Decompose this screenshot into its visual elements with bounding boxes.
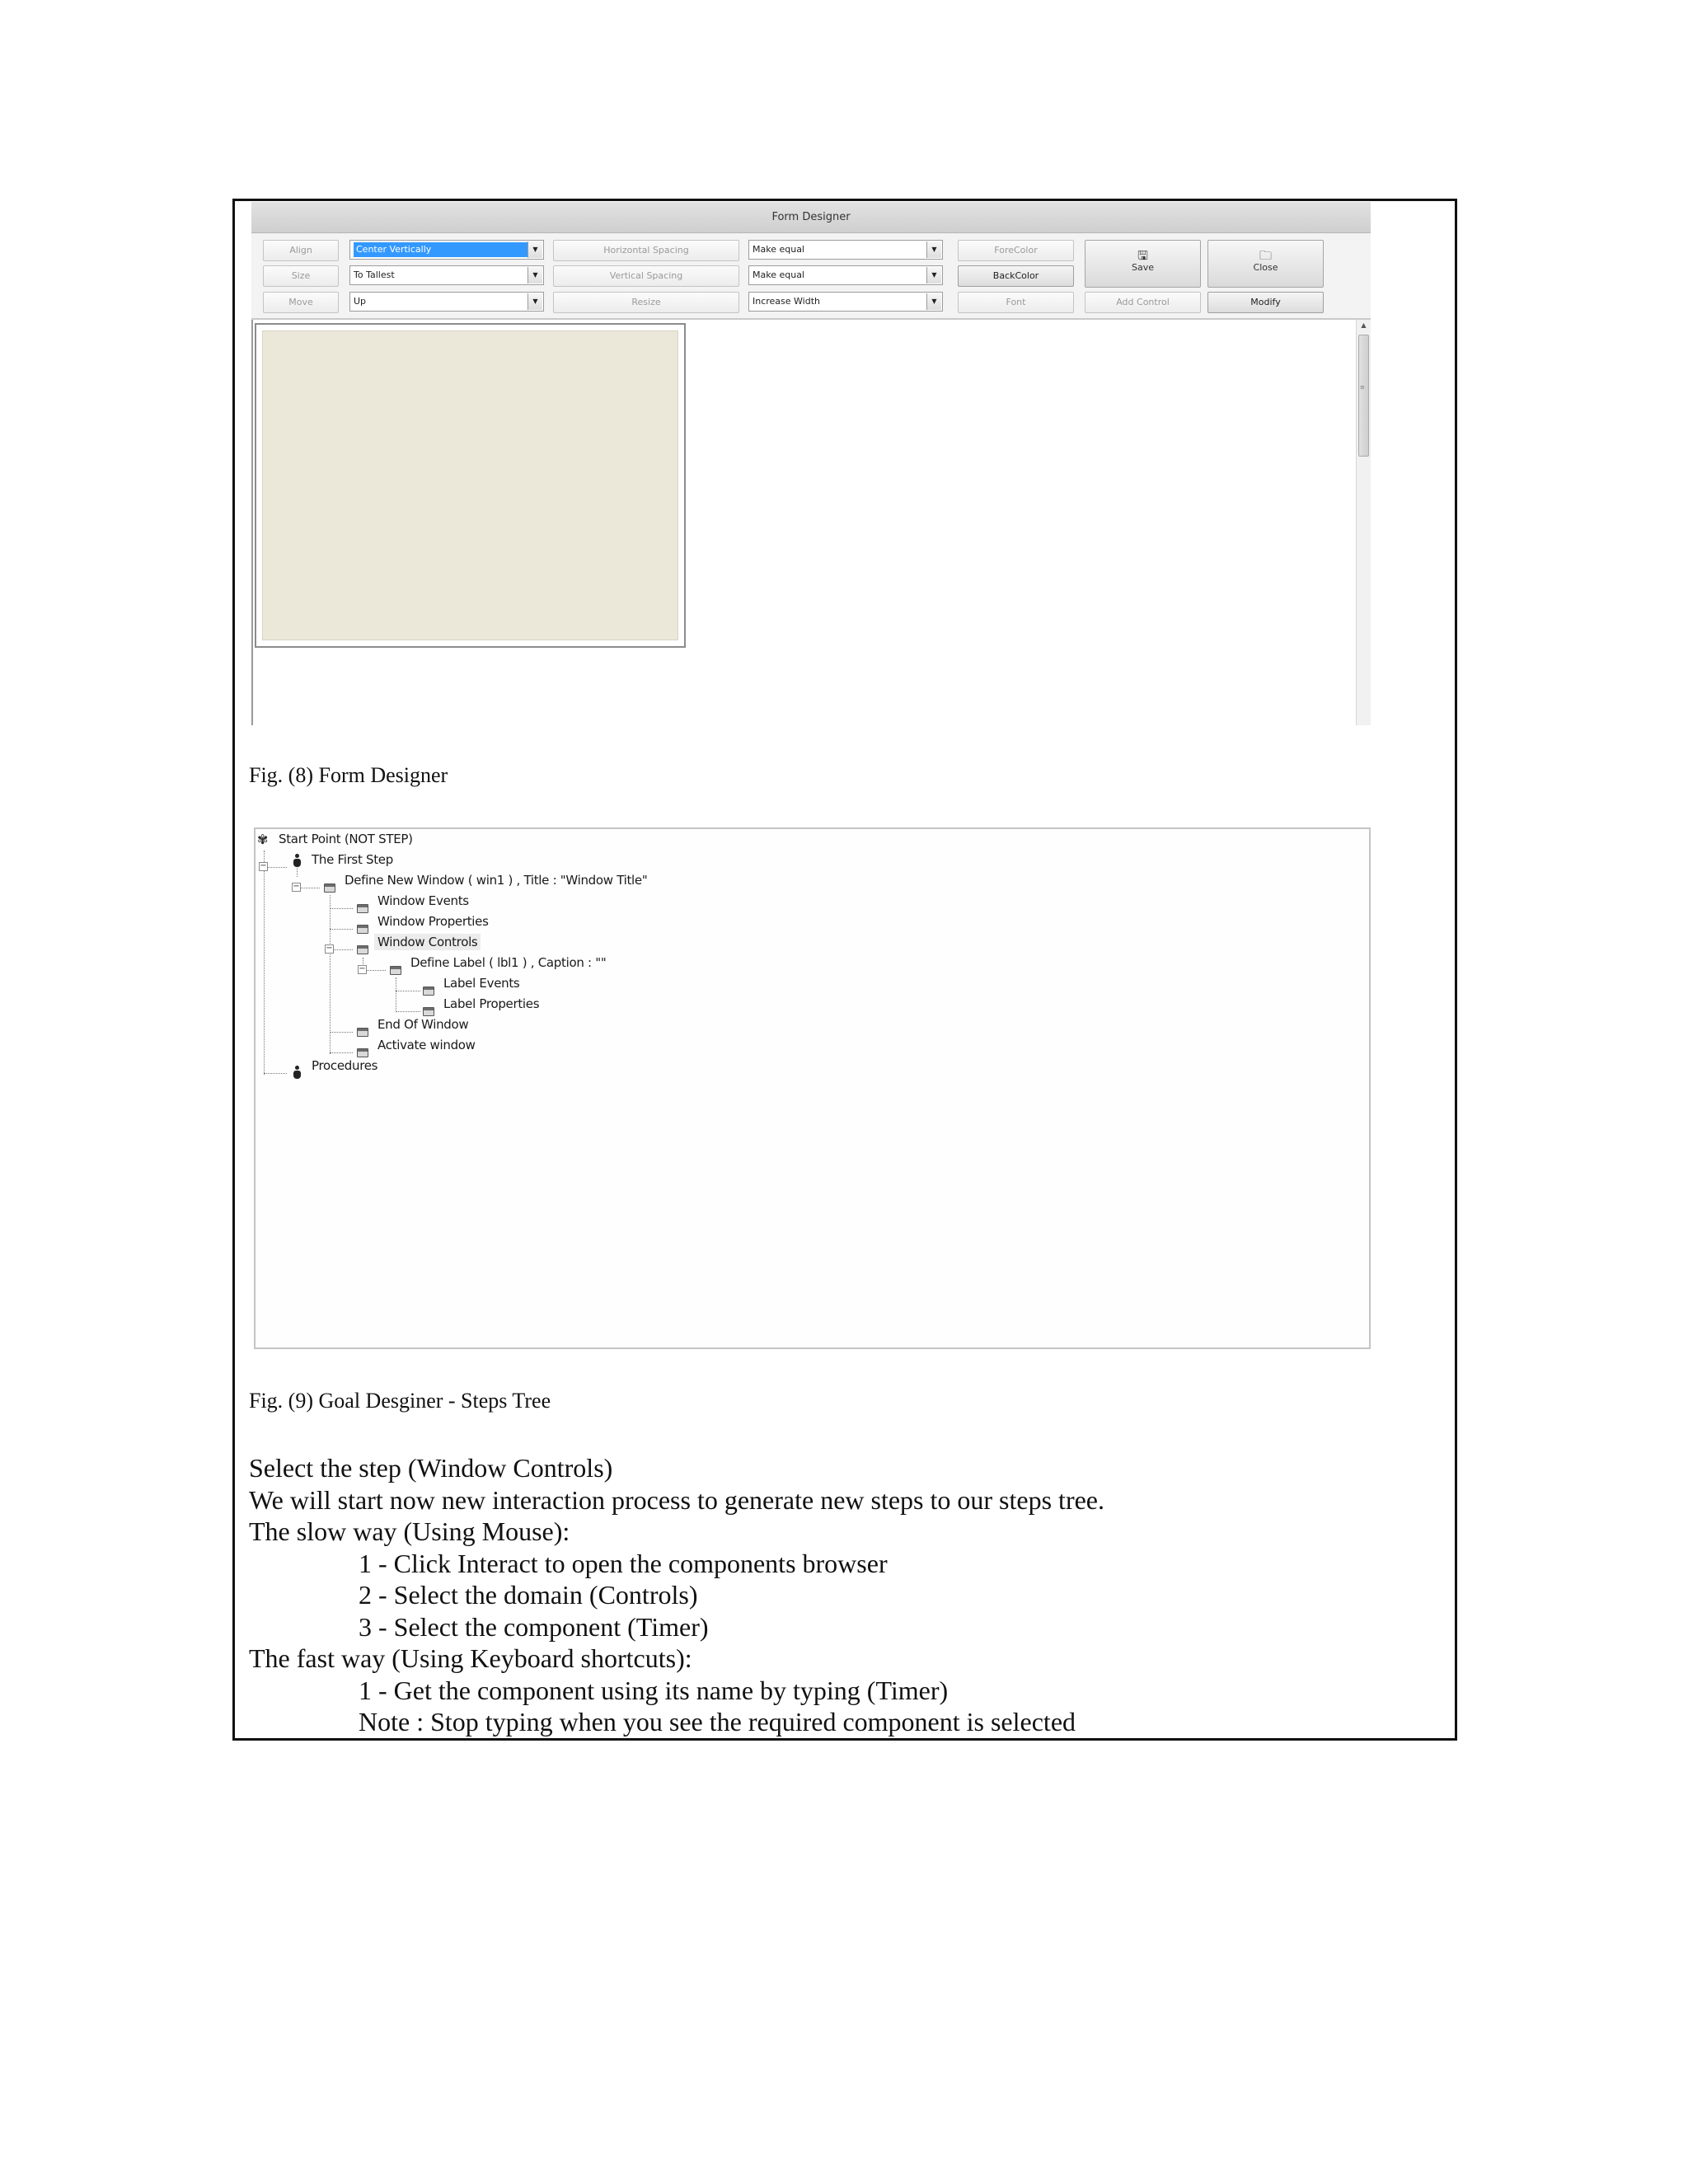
align-select[interactable] bbox=[349, 240, 544, 260]
chevron-down-icon: ▼ bbox=[528, 267, 542, 284]
size-select[interactable] bbox=[349, 265, 544, 285]
instruction-line: 1 - Click Interact to open the components browser bbox=[359, 1548, 888, 1578]
chevron-down-icon: ▼ bbox=[926, 267, 941, 284]
window-icon bbox=[357, 1048, 368, 1057]
save-button[interactable] bbox=[1085, 240, 1201, 288]
tree-node-start-point[interactable]: Start Point (NOT STEP) bbox=[279, 832, 413, 846]
folder-icon: 🗀 bbox=[1259, 248, 1272, 263]
instruction-line: 2 - Select the domain (Controls) bbox=[359, 1580, 698, 1610]
move-select[interactable] bbox=[349, 292, 544, 312]
tree-node-procedures[interactable]: Procedures bbox=[312, 1058, 378, 1073]
tree-node-end-of-window[interactable]: End Of Window bbox=[377, 1017, 469, 1032]
modify-button[interactable]: Modify bbox=[1207, 292, 1324, 313]
collapse-toggle[interactable]: − bbox=[260, 861, 267, 870]
window-icon bbox=[324, 883, 335, 893]
grip-icon: ≡ bbox=[1360, 384, 1365, 391]
window-icon bbox=[357, 904, 368, 913]
close-label: Close bbox=[1253, 262, 1278, 273]
tree-node-window-controls[interactable]: Window Controls bbox=[374, 934, 481, 950]
instructions bbox=[249, 1452, 1436, 1738]
tree-connector bbox=[330, 908, 353, 909]
form-designer-toolbar bbox=[251, 233, 1371, 320]
resize-select-value: Increase Width bbox=[753, 296, 821, 307]
window-icon bbox=[357, 925, 368, 934]
backcolor-button[interactable]: BackColor bbox=[958, 265, 1074, 287]
floppy-disk-icon: 🖫 bbox=[1137, 248, 1148, 263]
collapse-toggle[interactable]: − bbox=[359, 964, 366, 973]
designed-form[interactable] bbox=[255, 323, 686, 648]
size-select-value: To Tallest bbox=[354, 269, 395, 280]
figure-9-caption: Fig. (9) Goal Desginer - Steps Tree bbox=[249, 1389, 551, 1413]
window-icon bbox=[390, 966, 401, 975]
collapse-toggle[interactable]: − bbox=[326, 944, 333, 953]
scroll-up-icon[interactable]: ▲ bbox=[1361, 321, 1367, 329]
vertical-scrollbar[interactable] bbox=[1356, 320, 1371, 725]
vertical-spacing-button[interactable]: Vertical Spacing bbox=[553, 265, 739, 287]
steps-tree bbox=[254, 827, 1371, 1349]
instruction-line: Select the step (Window Controls) bbox=[249, 1453, 613, 1483]
tree-connector bbox=[264, 1073, 287, 1074]
figure-8-caption: Fig. (8) Form Designer bbox=[249, 763, 448, 787]
instruction-line: 1 - Get the component using its name by typing (Timer) bbox=[359, 1675, 949, 1705]
tree-node-label-events[interactable]: Label Events bbox=[443, 976, 520, 991]
step-icon bbox=[293, 1066, 301, 1079]
tree-node-activate-window[interactable]: Activate window bbox=[377, 1038, 476, 1052]
instruction-line: 3 - Select the component (Timer) bbox=[359, 1611, 709, 1642]
tree-connector bbox=[396, 1011, 420, 1012]
form-designer-title: Form Designer bbox=[251, 202, 1371, 233]
window-icon bbox=[423, 987, 434, 996]
step-icon bbox=[293, 854, 301, 867]
move-button[interactable]: Move bbox=[263, 292, 339, 313]
horizontal-spacing-button[interactable]: Horizontal Spacing bbox=[553, 240, 739, 261]
start-point-icon: ✾ bbox=[257, 832, 269, 847]
instruction-line: The slow way (Using Mouse): bbox=[249, 1516, 570, 1546]
window-icon bbox=[423, 1007, 434, 1016]
tree-node-label-properties[interactable]: Label Properties bbox=[443, 996, 540, 1011]
size-button[interactable]: Size bbox=[263, 265, 339, 287]
window-icon bbox=[357, 945, 368, 954]
chevron-down-icon: ▼ bbox=[926, 241, 941, 258]
vertical-spacing-select[interactable] bbox=[748, 265, 943, 285]
forecolor-button[interactable]: ForeColor bbox=[958, 240, 1074, 261]
tree-node-window-properties[interactable]: Window Properties bbox=[377, 914, 489, 929]
instruction-line: Note : Stop typing when you see the required component is selected bbox=[359, 1707, 1076, 1736]
horizontal-spacing-select[interactable] bbox=[748, 240, 943, 260]
tree-connector bbox=[330, 895, 331, 1054]
vertical-spacing-value: Make equal bbox=[753, 269, 804, 280]
align-button[interactable]: Align bbox=[263, 240, 339, 261]
designed-form-client-area[interactable] bbox=[262, 330, 678, 640]
save-label: Save bbox=[1131, 262, 1154, 273]
font-button[interactable]: Font bbox=[958, 292, 1074, 313]
tree-connector bbox=[330, 929, 353, 930]
move-select-value: Up bbox=[354, 296, 367, 307]
collapse-toggle[interactable]: − bbox=[293, 882, 300, 891]
resize-select[interactable] bbox=[748, 292, 943, 312]
instruction-line: The fast way (Using Keyboard shortcuts): bbox=[249, 1643, 692, 1673]
tree-node-window-events[interactable]: Window Events bbox=[377, 893, 469, 908]
tree-node-define-label[interactable]: Define Label ( lbl1 ) , Caption : "" bbox=[410, 955, 607, 970]
scrollbar-thumb[interactable] bbox=[1358, 335, 1369, 457]
close-button[interactable] bbox=[1207, 240, 1324, 288]
tree-connector bbox=[330, 1032, 353, 1033]
tree-connector bbox=[264, 851, 265, 1075]
instruction-line: We will start now new interaction process to generate new steps to our steps tree. bbox=[249, 1484, 1104, 1515]
resize-button[interactable]: Resize bbox=[553, 292, 739, 313]
chevron-down-icon: ▼ bbox=[528, 241, 542, 258]
design-canvas[interactable] bbox=[251, 320, 1371, 725]
tree-node-first-step[interactable]: The First Step bbox=[312, 852, 393, 867]
form-designer-window bbox=[251, 202, 1371, 725]
align-select-value: Center Vertically bbox=[354, 242, 530, 257]
chevron-down-icon: ▼ bbox=[528, 293, 542, 310]
chevron-down-icon: ▼ bbox=[926, 293, 941, 310]
horizontal-spacing-value: Make equal bbox=[753, 244, 804, 255]
tree-node-define-window[interactable]: Define New Window ( win1 ) , Title : "Window Title" bbox=[345, 873, 648, 888]
add-control-button[interactable]: Add Control bbox=[1085, 292, 1201, 313]
window-icon bbox=[357, 1028, 368, 1037]
tree-connector bbox=[330, 1052, 353, 1053]
